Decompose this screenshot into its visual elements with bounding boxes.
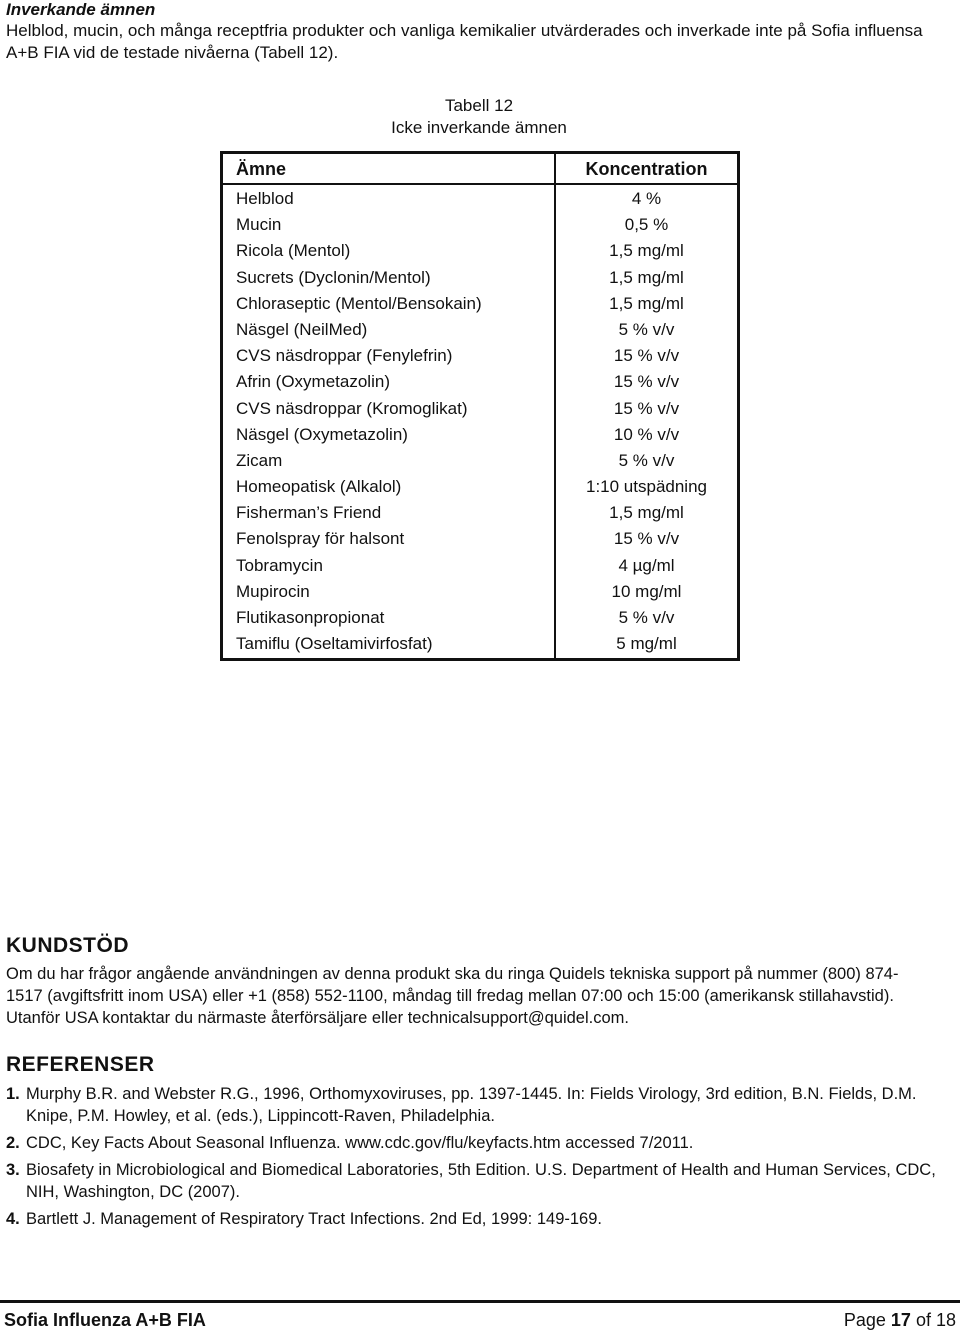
- table-row: [223, 212, 737, 238]
- reference-text: CDC, Key Facts About Seasonal Influenza. www.cdc.gov/flu/keyfacts.htm accessed 7/2011.: [26, 1134, 694, 1152]
- table-row: [223, 369, 737, 395]
- substance-cell: Chloraseptic (Mentol/Bensokain): [236, 293, 482, 313]
- concentration-cell: 1,5 mg/ml: [609, 241, 684, 261]
- references-list: [6, 1083, 946, 1235]
- concentration-cell: 15 % v/v: [613, 372, 680, 392]
- support-heading: KUNDSTÖD: [6, 934, 129, 957]
- reference-text: Bartlett J. Management of Respiratory Tract Infections. 2nd Ed, 1999: 149-169.: [26, 1210, 602, 1228]
- table-row: [223, 474, 737, 500]
- substance-cell: Zicam: [236, 450, 283, 470]
- concentration-cell: 1:10 utspädning: [586, 477, 707, 497]
- concentration-cell: 5 % v/v: [618, 319, 675, 339]
- concentration-cell: 15 % v/v: [613, 398, 680, 418]
- reference-number: 3.: [6, 1161, 20, 1179]
- intro-heading: Inverkande ämnen: [6, 0, 156, 19]
- substance-cell: Mucin: [236, 215, 282, 235]
- table-caption-number: Tabell 12: [444, 96, 514, 115]
- footer-page-indicator: [844, 1308, 956, 1332]
- table-row: [223, 396, 737, 422]
- table-row: [223, 291, 737, 317]
- substance-cell: Flutikasonpropionat: [236, 608, 385, 627]
- concentration-cell: 10 % v/v: [613, 424, 680, 444]
- page-total: of 18: [915, 1310, 956, 1330]
- reference-number: 4.: [6, 1210, 20, 1228]
- substance-cell: Sucrets (Dyclonin/Mentol): [236, 267, 431, 287]
- reference-number: 1.: [6, 1085, 20, 1103]
- references-heading: REFERENSER: [6, 1053, 155, 1076]
- support-paragraph: Om du har frågor angående användningen av denna produkt ska du ringa Quidels tekniska support på nummer (800) 874-1517 (avgiftsfritt inom USA) eller +1 (858) 552-1100, måndag till fredag mellan 07:00 och 15:00 (amerikansk stillahavstid). Utanför USA kontaktar du närmaste återförsäljare eller technicalsupport@quidel.com.: [6, 965, 899, 1027]
- reference-text: Biosafety in Microbiological and Biomedical Laboratories, 5th Edition. U.S. Department of Health and Human Services, CDC, NIH, Washington, DC (2007).: [26, 1161, 936, 1201]
- concentration-cell: 0,5 %: [624, 215, 669, 235]
- substance-cell: Tamiflu (Oseltamivirfosfat): [236, 634, 433, 654]
- reference-text: Murphy B.R. and Webster R.G., 1996, Orthomyxoviruses, pp. 1397-1445. In: Fields Virology, 3rd edition, B.N. Fields, D.M. Knipe, P.M. Howley, et al. (eds.), Lippincott-Raven, Philadelphia.: [26, 1085, 917, 1125]
- footer-product-name: Sofia Influenza A+B FIA: [4, 1310, 206, 1330]
- substance-cell: Fisherman’s Friend: [236, 503, 382, 523]
- concentration-cell: 5 % v/v: [618, 450, 675, 470]
- table-row: [223, 265, 737, 291]
- intro-paragraph: Helblod, mucin, och många receptfria produkter och vanliga kemikalier utvärderades och inverkade inte på Sofia influensa A+B FIA vid de testade nivåerna (Tabell 12).: [6, 21, 923, 62]
- concentration-cell: 15 % v/v: [613, 529, 680, 549]
- reference-item: [6, 1159, 946, 1203]
- substance-cell: CVS näsdroppar (Kromoglikat): [236, 398, 468, 418]
- table-row: [223, 186, 737, 212]
- footer-rule: [0, 1300, 960, 1303]
- reference-item: [6, 1083, 946, 1127]
- table-row: [223, 448, 737, 474]
- table-row: [223, 317, 737, 343]
- table-row: [223, 422, 737, 448]
- concentration-cell: 4 µg/ml: [618, 555, 675, 575]
- substance-cell: Ricola (Mentol): [236, 241, 351, 261]
- table-row: [223, 500, 737, 526]
- concentration-cell: 10 mg/ml: [611, 581, 682, 601]
- substance-cell: CVS näsdroppar (Fenylefrin): [236, 346, 453, 366]
- substance-cell: Mupirocin: [236, 581, 310, 601]
- concentration-cell: 1,5 mg/ml: [609, 267, 684, 287]
- table-row: [223, 631, 737, 657]
- page-label: Page: [843, 1310, 886, 1330]
- table-row: [223, 553, 737, 579]
- table-body: [223, 186, 737, 657]
- substance-cell: Tobramycin: [236, 555, 323, 575]
- column-header-concentration: Koncentration: [585, 159, 708, 179]
- substance-cell: Fenolspray för halsont: [236, 529, 405, 549]
- table-row: [223, 605, 737, 631]
- header-divider: [223, 183, 737, 185]
- table-row: [223, 579, 737, 605]
- table-row: [223, 343, 737, 369]
- concentration-cell: 5 mg/ml: [616, 634, 677, 654]
- table-row: [223, 526, 737, 552]
- substance-cell: Näsgel (NeilMed): [236, 319, 368, 339]
- substance-cell: Näsgel (Oxymetazolin): [236, 424, 408, 444]
- concentration-cell: 15 % v/v: [613, 346, 680, 366]
- substance-cell: Helblod: [236, 189, 294, 208]
- column-header-substance: Ämne: [236, 159, 287, 179]
- concentration-cell: 4 %: [631, 189, 662, 208]
- concentration-cell: 1,5 mg/ml: [609, 503, 684, 523]
- substance-cell: Afrin (Oxymetazolin): [236, 372, 390, 392]
- concentration-cell: 1,5 mg/ml: [609, 293, 684, 313]
- table-caption-title: Icke inverkande ämnen: [391, 118, 567, 137]
- page-number: 17: [890, 1310, 911, 1330]
- interfering-substances-table: [220, 151, 740, 661]
- reference-item: [6, 1132, 946, 1154]
- substance-cell: Homeopatisk (Alkalol): [236, 477, 402, 497]
- concentration-cell: 5 % v/v: [618, 608, 675, 627]
- reference-number: 2.: [6, 1134, 20, 1152]
- reference-item: [6, 1208, 946, 1230]
- table-row: [223, 238, 737, 264]
